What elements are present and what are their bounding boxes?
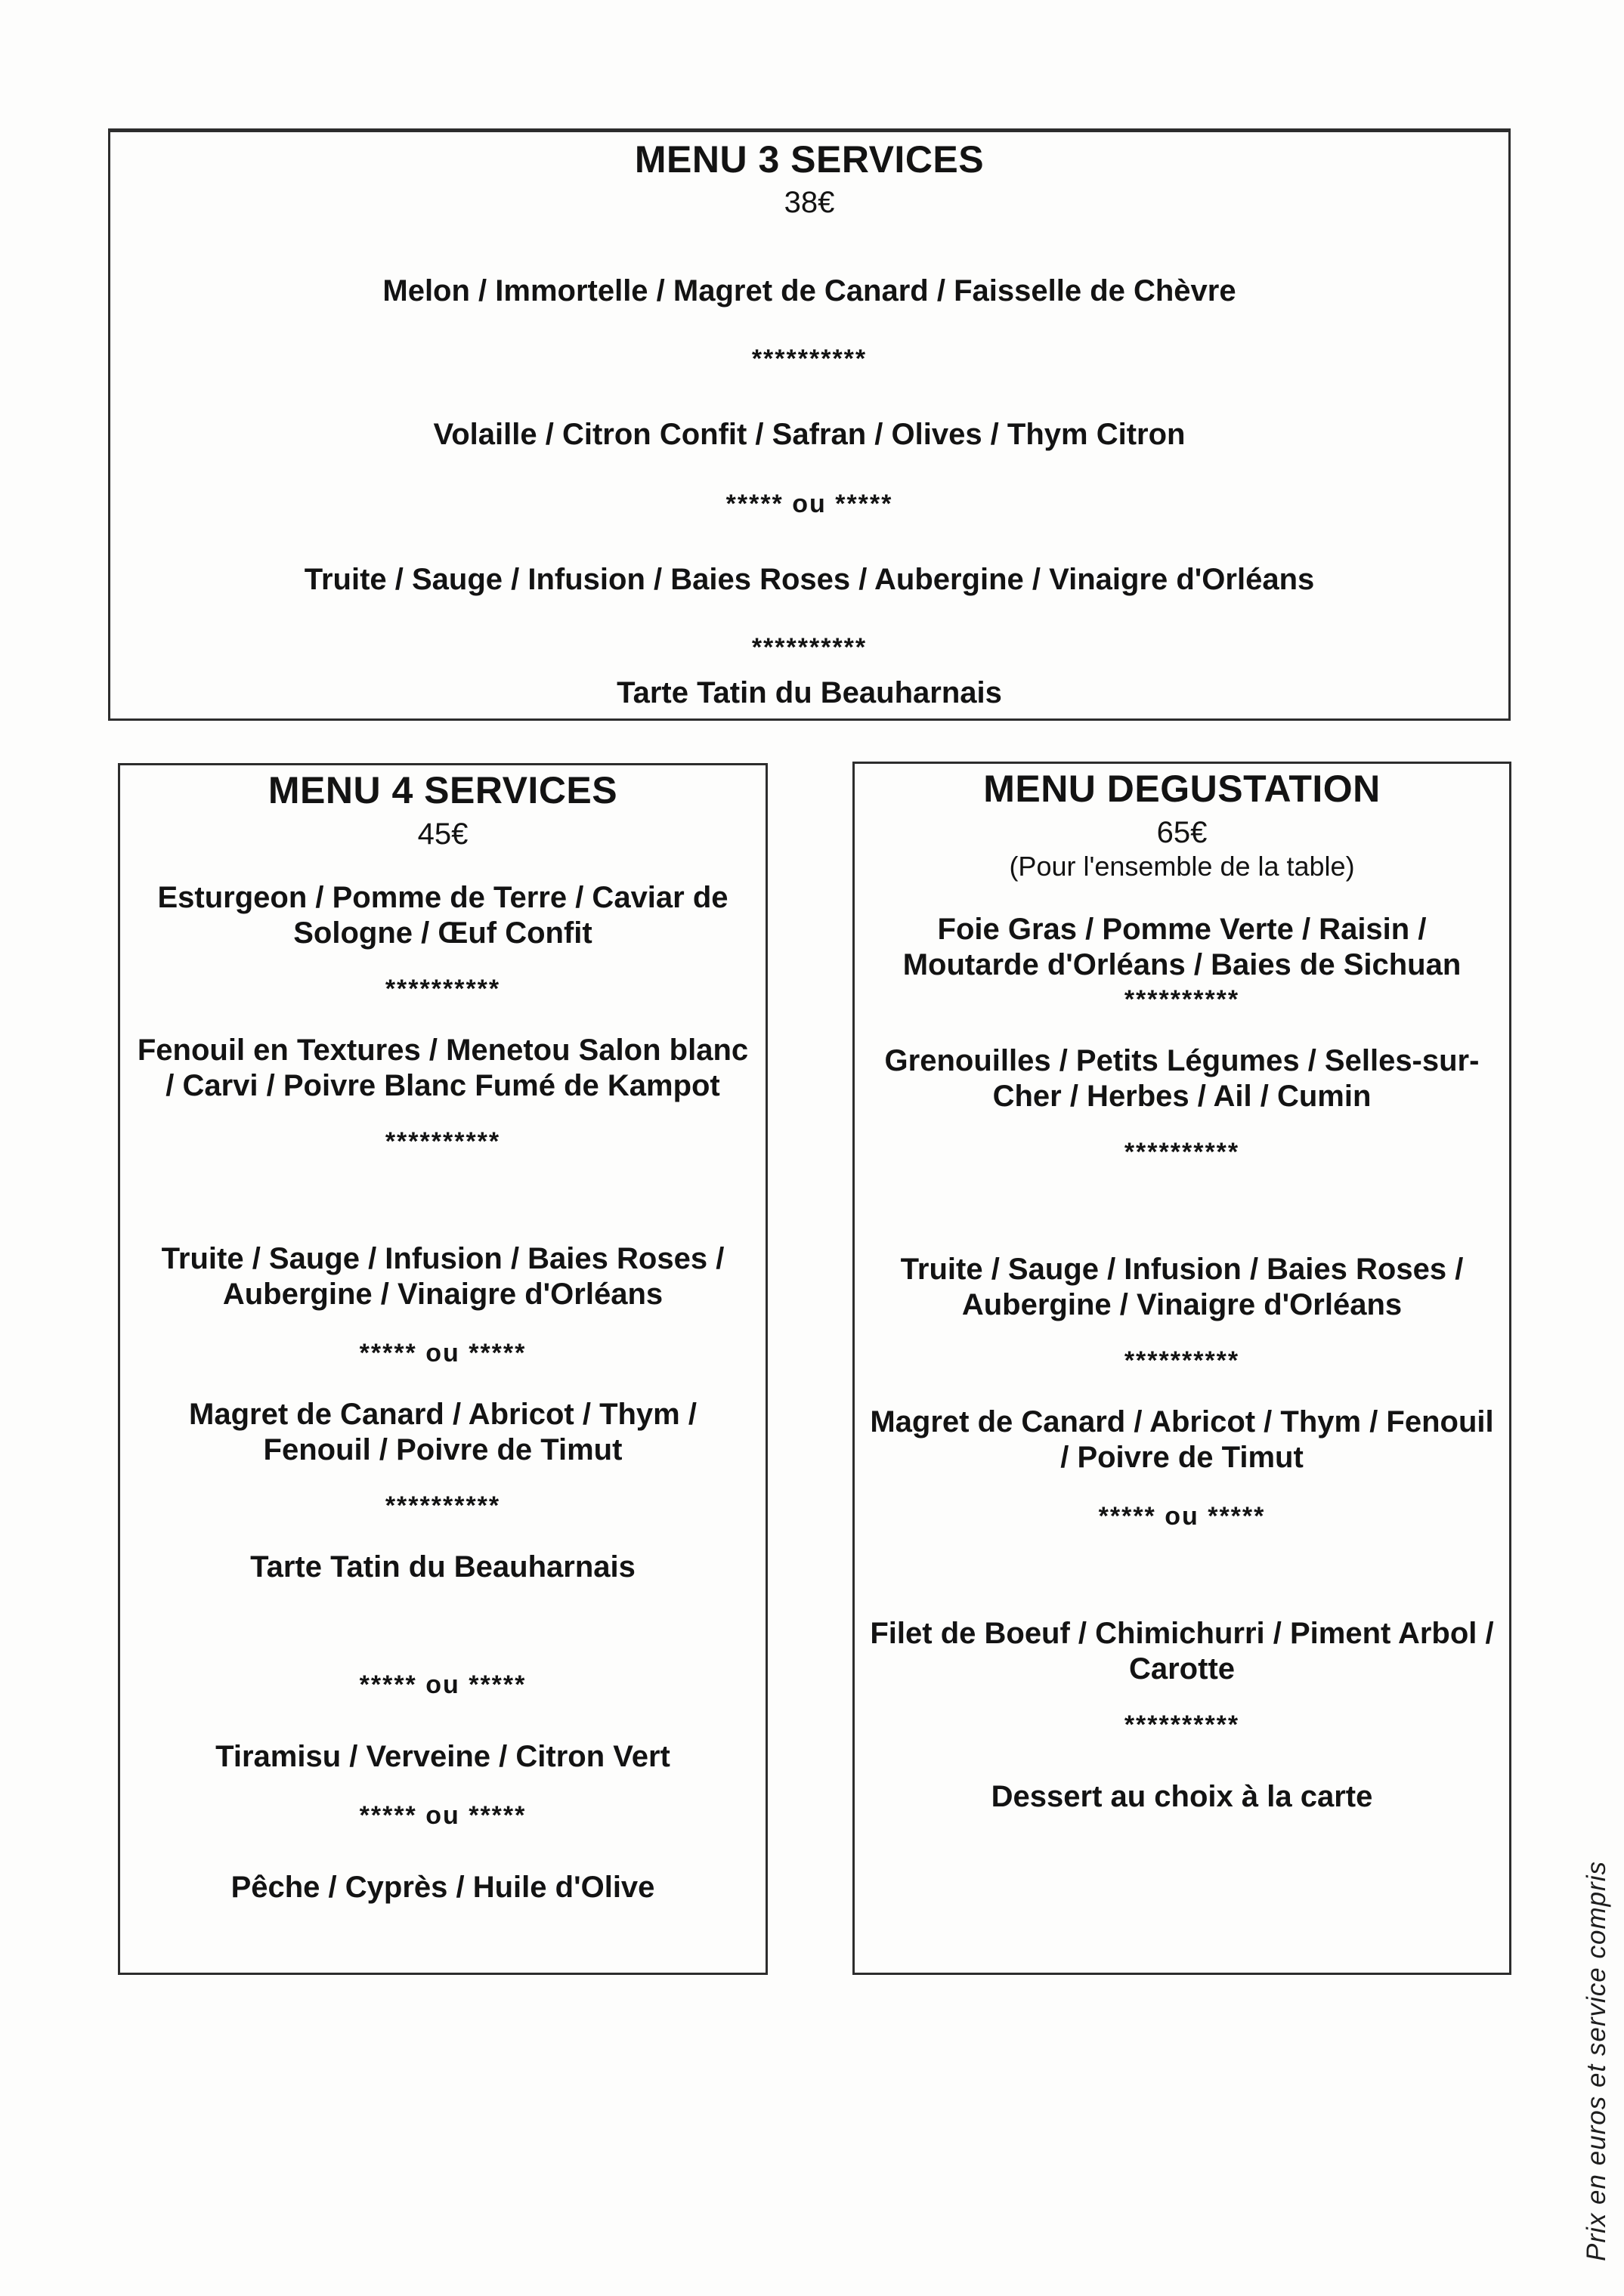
stars-separator: ********** [385,1127,501,1156]
stars-separator: ********** [1124,985,1240,1014]
stars-separator: ********** [1124,1138,1240,1167]
stars-separator: ********** [751,345,868,373]
menu-title: MENU 3 SERVICES [634,138,985,181]
stars-separator: ********** [1124,1346,1240,1375]
dish-line: Truite / Sauge / Infusion / Baies Roses / Aubergine / Vinaigre d'Orléans [900,1253,1464,1321]
ou-separator: ***** ou ***** [359,1339,527,1367]
menu-title: MENU DEGUSTATION [983,768,1381,810]
dish-line: Melon / Immortelle / Magret de Canard / Faisselle de Chèvre [382,274,1236,307]
dish-line: Truite / Sauge / Infusion / Baies Roses / Aubergine / Vinaigre d'Orléans [161,1242,725,1311]
stars-separator: ********** [385,975,501,1003]
menu-box-3-services [108,128,1511,721]
menu-price: 65€ [1156,816,1208,849]
dish-line: Tarte Tatin du Beauharnais [617,676,1002,709]
dish-line: Filet de Boeuf / Chimichurri / Piment Arbol / Carotte [870,1617,1494,1686]
menu-box-degustation [852,762,1511,1975]
footer-note-vertical: Prix en euros et service compris [1582,1861,1611,2261]
menu-note: (Pour l'ensemble de la table) [1009,851,1355,882]
menu-box-4-services [118,763,768,1975]
dish-line: Volaille / Citron Confit / Safran / Olives / Thym Citron [433,418,1186,451]
dish-line: Fenouil en Textures / Menetou Salon blanc / Carvi / Poivre Blanc Fumé de Kampot [137,1034,749,1102]
dish-line: Grenouilles / Petits Légumes / Selles-sur-Cher / Herbes / Ail / Cumin [884,1044,1480,1113]
menu-price: 38€ [784,186,835,219]
ou-separator: ***** ou ***** [725,490,893,518]
dish-line: Tarte Tatin du Beauharnais [250,1550,636,1584]
stars-separator: ********** [751,633,868,662]
menu-title: MENU 4 SERVICES [268,769,618,811]
stars-separator: ********** [385,1491,501,1520]
dish-line: Magret de Canard / Abricot / Thym / Fenouil / Poivre de Timut [870,1405,1494,1474]
ou-separator: ***** ou ***** [359,1670,527,1699]
menu-price: 45€ [417,817,469,851]
ou-separator: ***** ou ***** [1098,1502,1266,1531]
dish-line: Magret de Canard / Abricot / Thym / Fenouil / Poivre de Timut [189,1398,697,1466]
dish-line: Esturgeon / Pomme de Terre / Caviar de Sologne / Œuf Confit [157,881,728,950]
dish-line: Foie Gras / Pomme Verte / Raisin / Moutarde d'Orléans / Baies de Sichuan [902,913,1462,981]
dish-line: Truite / Sauge / Infusion / Baies Roses / Aubergine / Vinaigre d'Orléans [304,563,1315,596]
stars-separator: ********** [1124,1710,1240,1739]
dish-line: Pêche / Cyprès / Huile d'Olive [230,1871,655,1904]
dish-line: Dessert au choix à la carte [991,1780,1373,1813]
dish-line: Tiramisu / Verveine / Citron Vert [215,1740,670,1773]
ou-separator: ***** ou ***** [359,1801,527,1830]
